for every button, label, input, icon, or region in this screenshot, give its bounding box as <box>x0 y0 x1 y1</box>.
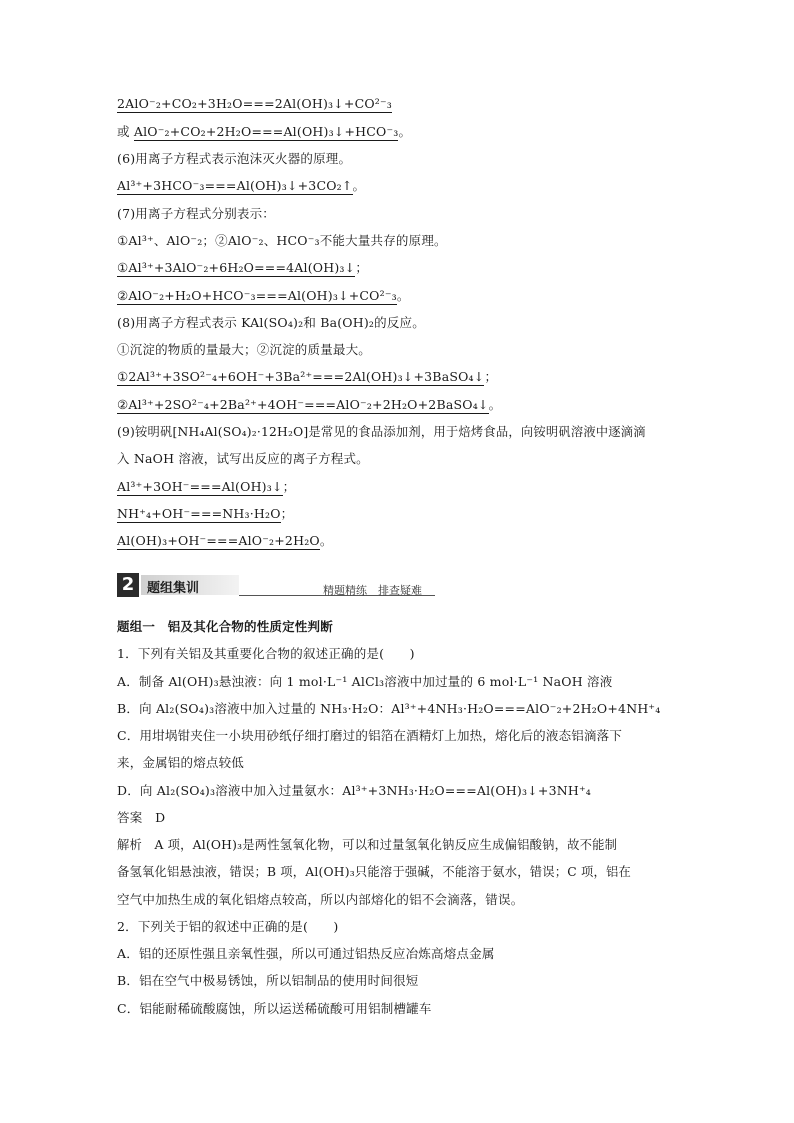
equation-line <box>117 506 293 522</box>
option-c-continued: 来，金属铝的熔点较低 <box>117 755 245 770</box>
option-c: C．用坩埚钳夹住一小块用砂纸仔细打磨过的铝箔在酒精灯上加热，熔化后的液态铝滴落下 <box>117 728 623 743</box>
answer-text: 答案 D <box>117 810 166 825</box>
equation-line <box>117 124 411 140</box>
answer-equation: ②Al³⁺+2SO²⁻₄+2Ba²⁺+4OH⁻===AlO⁻₂+2H₂O+2BaSO₄↓ <box>117 397 489 412</box>
section-banner <box>117 573 435 599</box>
punctuation: 。 <box>319 533 333 548</box>
equation-line <box>117 533 333 549</box>
group-heading: 题组一 铝及其化合物的性质定性判断 <box>117 619 333 634</box>
answer-equation: 2AlO⁻₂+CO₂+3H₂O===2Al(OH)₃↓+CO²⁻₃ <box>117 96 393 111</box>
answer-equation: Al³⁺+3OH⁻===Al(OH)₃↓ <box>117 479 283 494</box>
option-c: C．铝能耐稀硫酸腐蚀，所以运送稀硫酸可用铝制槽罐车 <box>117 1001 432 1016</box>
equation-line <box>117 178 365 194</box>
option-b: B．向 Al₂(SO₄)₃溶液中加入过量的 NH₃·H₂O：Al³⁺+4NH₃·H₂O===AlO⁻₂+2H₂O+4NH⁺₄ <box>117 701 661 716</box>
equation-line <box>117 369 497 385</box>
answer-equation: Al(OH)₃+OH⁻===AlO⁻₂+2H₂O <box>117 533 320 548</box>
explanation-text: 解析 A 项，Al(OH)₃是两性氢氧化物，可以和过量氢氧化钠反应生成偏铝酸钠，故不能制 <box>117 838 618 852</box>
answer-equation: NH⁺₄+OH⁻===NH₃·H₂O <box>117 506 281 521</box>
option-a: A．制备 Al(OH)₃悬浊液：向 1 mol·L⁻¹ AlCl₃溶液中加过量的 6 mol·L⁻¹ NaOH 溶液 <box>117 674 613 689</box>
question-stem: 2．下列关于铝的叙述中正确的是( ) <box>117 919 339 934</box>
punctuation: 。 <box>488 397 502 412</box>
equation-line <box>117 260 368 276</box>
answer-equation: ②AlO⁻₂+H₂O+HCO⁻₃===Al(OH)₃↓+CO²⁻₃ <box>117 288 397 303</box>
explanation-text: 空气中加热生成的氧化铝熔点较高，所以内部熔化的铝不会滴落，错误。 <box>117 892 524 907</box>
answer-equation: ①2Al³⁺+3SO²⁻₄+6OH⁻+3Ba²⁺===2Al(OH)₃↓+3BaSO₄↓ <box>117 369 485 384</box>
answer-equation: Al³⁺+3HCO⁻₃===Al(OH)₃↓+3CO₂↑ <box>117 178 353 193</box>
option-d: D．向 Al₂(SO₄)₃溶液中加入过量氨水：Al³⁺+3NH₃·H₂O===Al(OH)₃↓+3NH⁺₄ <box>117 783 591 798</box>
question-text: ①Al³⁺、AlO⁻₂；②AlO⁻₂、HCO⁻₃不能大量共存的原理。 <box>117 233 447 248</box>
question-stem: 1．下列有关铝及其重要化合物的叙述正确的是( ) <box>117 646 415 661</box>
equation-line <box>117 288 410 304</box>
punctuation: ； <box>282 479 296 494</box>
question-text: (9)铵明矾[NH₄Al(SO₄)₂·12H₂O]是常见的食品添加剂，用于焙烤食品，向铵明矾溶液中逐滴滴 <box>117 425 646 439</box>
question-text: ①沉淀的物质的量最大；②沉淀的质量最大。 <box>117 342 372 357</box>
equation-line <box>117 397 501 413</box>
question-text: (6)用离子方程式表示泡沫灭火器的原理。 <box>117 151 352 166</box>
explanation-text: 备氢氧化铝悬浊液，错误；B 项，Al(OH)₃只能溶于强碱，不能溶于氨水，错误；C 项，铝在 <box>117 865 631 879</box>
punctuation: ； <box>484 369 498 384</box>
section-number-badge: 2 <box>117 573 139 597</box>
section-title: 题组集训 <box>147 581 200 596</box>
punctuation: 。 <box>396 288 410 303</box>
question-text: 入 NaOH 溶液，试写出反应的离子方程式。 <box>117 451 369 466</box>
punctuation: 。 <box>398 124 412 139</box>
question-text: (8)用离子方程式表示 KAl(SO₄)₂和 Ba(OH)₂的反应。 <box>117 315 425 330</box>
punctuation: 。 <box>352 178 366 193</box>
text-prefix: 或 <box>117 124 134 139</box>
section-subtitle: 精题精练 排查疑难 <box>323 584 422 597</box>
punctuation: ； <box>280 506 294 521</box>
answer-equation: ①Al³⁺+3AlO⁻₂+6H₂O===4Al(OH)₃↓ <box>117 260 356 275</box>
question-text: (7)用离子方程式分别表示： <box>117 206 276 221</box>
answer-equation: AlO⁻₂+CO₂+2H₂O===Al(OH)₃↓+HCO⁻₃ <box>133 124 399 139</box>
equation-line <box>117 479 295 495</box>
equation-line <box>117 96 392 112</box>
option-b: B．铝在空气中极易锈蚀，所以铝制品的使用时间很短 <box>117 973 419 988</box>
punctuation: ； <box>355 260 369 275</box>
option-a: A．铝的还原性强且亲氧性强，所以可通过铝热反应冶炼高熔点金属 <box>117 946 495 961</box>
